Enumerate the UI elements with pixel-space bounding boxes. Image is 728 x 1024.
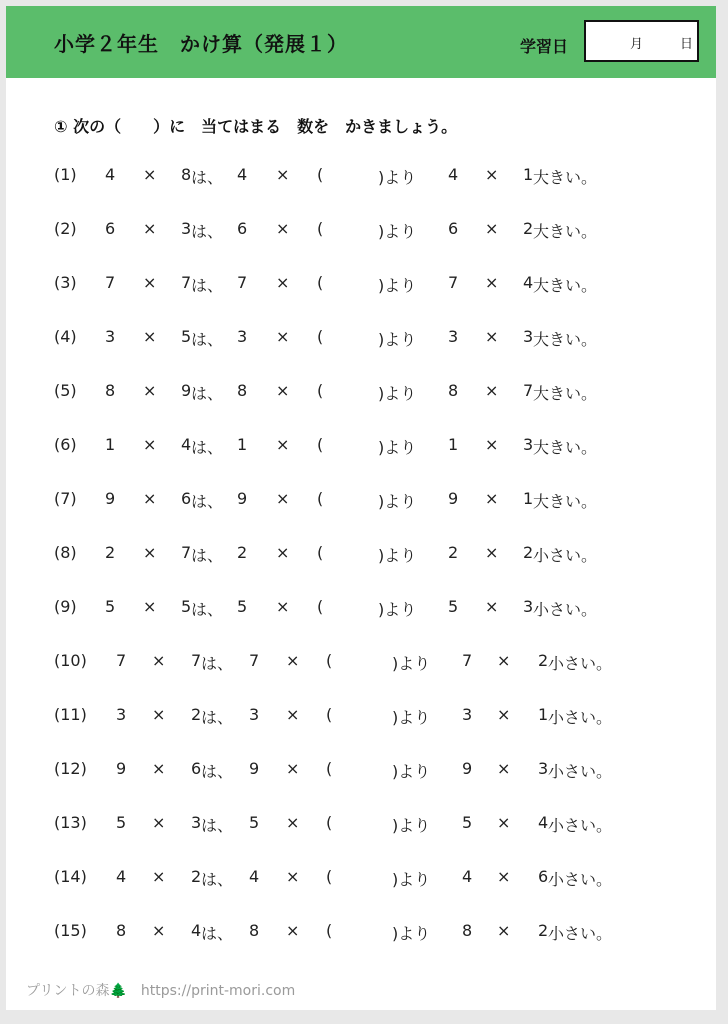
problem-row — [6, 539, 716, 567]
times-sign: × — [143, 489, 157, 508]
comparison-text: 大きい。 — [533, 384, 598, 403]
answer-blank-open[interactable]: ( — [317, 435, 324, 454]
answer-blank-close: )より — [378, 600, 417, 619]
times-sign: × — [152, 705, 166, 724]
times-sign: × — [152, 759, 166, 778]
wa-particle: は、 — [191, 222, 224, 241]
answer-blank-open[interactable]: ( — [317, 489, 324, 508]
multiplicand: 7 — [105, 273, 116, 292]
times-sign: × — [485, 327, 499, 346]
answer-blank-close: )より — [378, 438, 417, 457]
difference-multiplier: 3 — [538, 759, 549, 778]
problem-number: (14) — [54, 867, 87, 886]
multiplier: 8 — [181, 165, 192, 184]
difference-multiplicand: 3 — [462, 705, 473, 724]
wa-particle: は、 — [201, 816, 234, 835]
problem-row — [6, 809, 716, 837]
multiplicand-repeat: 6 — [237, 219, 248, 238]
times-sign: × — [143, 435, 157, 454]
difference-multiplier: 1 — [523, 489, 534, 508]
answer-blank-open[interactable]: ( — [326, 867, 333, 886]
difference-multiplier: 1 — [538, 705, 549, 724]
comparison-text: 大きい。 — [533, 168, 598, 187]
multiplicand-repeat: 3 — [249, 705, 260, 724]
comparison-text: 大きい。 — [533, 438, 598, 457]
answer-blank-open[interactable]: ( — [317, 219, 324, 238]
problem-row — [6, 431, 716, 459]
multiplier: 4 — [191, 921, 202, 940]
problem-number: (12) — [54, 759, 87, 778]
multiplicand: 9 — [105, 489, 116, 508]
multiplicand-repeat: 8 — [237, 381, 248, 400]
answer-blank-close: )より — [392, 816, 431, 835]
times-sign: × — [276, 381, 290, 400]
problem-row — [6, 755, 716, 783]
times-sign: × — [143, 381, 157, 400]
problem-row — [6, 269, 716, 297]
problem-row — [6, 701, 716, 729]
times-sign: × — [497, 921, 511, 940]
times-sign: × — [143, 597, 157, 616]
problem-row — [6, 161, 716, 189]
problem-number: (8) — [54, 543, 77, 562]
times-sign: × — [286, 813, 300, 832]
times-sign: × — [485, 543, 499, 562]
comparison-text: 小さい。 — [548, 762, 613, 781]
difference-multiplier: 2 — [538, 921, 549, 940]
comparison-text: 小さい。 — [548, 924, 613, 943]
multiplier: 9 — [181, 381, 192, 400]
answer-blank-open[interactable]: ( — [317, 543, 324, 562]
multiplicand: 4 — [116, 867, 127, 886]
times-sign: × — [286, 867, 300, 886]
problem-number: (10) — [54, 651, 87, 670]
times-sign: × — [276, 273, 290, 292]
instruction-text: ① 次の（ ）に 当てはまる 数を かきましょう。 — [54, 117, 458, 136]
times-sign: × — [276, 219, 290, 238]
answer-blank-close: )より — [392, 708, 431, 727]
times-sign: × — [485, 381, 499, 400]
tree-icon: 🌲 — [109, 983, 127, 999]
comparison-text: 大きい。 — [533, 330, 598, 349]
difference-multiplier: 4 — [523, 273, 534, 292]
times-sign: × — [143, 219, 157, 238]
answer-blank-close: )より — [378, 492, 417, 511]
multiplicand-repeat: 5 — [237, 597, 248, 616]
times-sign: × — [276, 435, 290, 454]
difference-multiplicand: 4 — [448, 165, 459, 184]
multiplicand: 5 — [116, 813, 127, 832]
answer-blank-open[interactable]: ( — [326, 651, 333, 670]
difference-multiplicand: 4 — [462, 867, 473, 886]
answer-blank-close: )より — [378, 222, 417, 241]
month-label: 月 — [630, 37, 644, 52]
times-sign: × — [152, 867, 166, 886]
comparison-text: 小さい。 — [548, 708, 613, 727]
answer-blank-open[interactable]: ( — [317, 327, 324, 346]
problem-number: (2) — [54, 219, 77, 238]
difference-multiplier: 3 — [523, 597, 534, 616]
wa-particle: は、 — [191, 276, 224, 295]
problem-row — [6, 485, 716, 513]
problem-number: (6) — [54, 435, 77, 454]
problem-row — [6, 863, 716, 891]
times-sign: × — [152, 921, 166, 940]
comparison-text: 小さい。 — [533, 546, 598, 565]
footer — [26, 980, 295, 1000]
problem-number: (5) — [54, 381, 77, 400]
day-label: 日 — [680, 37, 694, 52]
multiplicand: 1 — [105, 435, 116, 454]
problem-number: (4) — [54, 327, 77, 346]
problem-row — [6, 215, 716, 243]
multiplicand-repeat: 3 — [237, 327, 248, 346]
times-sign: × — [286, 921, 300, 940]
wa-particle: は、 — [201, 870, 234, 889]
wa-particle: は、 — [191, 492, 224, 511]
footer-brand: プリントの森 — [26, 983, 110, 999]
comparison-text: 小さい。 — [548, 816, 613, 835]
times-sign: × — [276, 597, 290, 616]
wa-particle: は、 — [191, 546, 224, 565]
times-sign: × — [143, 273, 157, 292]
times-sign: × — [497, 813, 511, 832]
multiplicand-repeat: 1 — [237, 435, 248, 454]
comparison-text: 小さい。 — [548, 870, 613, 889]
times-sign: × — [497, 705, 511, 724]
answer-blank-close: )より — [378, 168, 417, 187]
wa-particle: は、 — [201, 654, 234, 673]
wa-particle: は、 — [191, 384, 224, 403]
difference-multiplier: 6 — [538, 867, 549, 886]
times-sign: × — [143, 327, 157, 346]
multiplicand-repeat: 7 — [249, 651, 260, 670]
times-sign: × — [485, 489, 499, 508]
difference-multiplier: 3 — [523, 435, 534, 454]
multiplicand-repeat: 2 — [237, 543, 248, 562]
multiplicand: 6 — [105, 219, 116, 238]
difference-multiplicand: 2 — [448, 543, 459, 562]
difference-multiplier: 2 — [523, 219, 534, 238]
worksheet-title: 小学２年生 かけ算（発展１） — [54, 32, 348, 56]
wa-particle: は、 — [191, 438, 224, 457]
wa-particle: は、 — [191, 168, 224, 187]
times-sign: × — [276, 165, 290, 184]
wa-particle: は、 — [201, 762, 234, 781]
multiplier: 2 — [191, 867, 202, 886]
comparison-text: 小さい。 — [533, 600, 598, 619]
answer-blank-close: )より — [392, 870, 431, 889]
multiplicand-repeat: 9 — [249, 759, 260, 778]
comparison-text: 大きい。 — [533, 276, 598, 295]
study-date-box[interactable] — [584, 20, 699, 62]
multiplicand-repeat: 9 — [237, 489, 248, 508]
problem-row — [6, 647, 716, 675]
times-sign: × — [143, 165, 157, 184]
multiplicand: 5 — [105, 597, 116, 616]
times-sign: × — [497, 867, 511, 886]
answer-blank-close: )より — [392, 924, 431, 943]
difference-multiplicand: 5 — [448, 597, 459, 616]
multiplier: 5 — [181, 327, 192, 346]
wa-particle: は、 — [191, 600, 224, 619]
problem-number: (1) — [54, 165, 77, 184]
times-sign: × — [485, 597, 499, 616]
comparison-text: 大きい。 — [533, 492, 598, 511]
multiplicand: 2 — [105, 543, 116, 562]
answer-blank-open[interactable]: ( — [317, 273, 324, 292]
multiplicand-repeat: 5 — [249, 813, 260, 832]
times-sign: × — [152, 813, 166, 832]
problem-row — [6, 917, 716, 945]
problem-row — [6, 377, 716, 405]
times-sign: × — [485, 435, 499, 454]
problem-number: (13) — [54, 813, 87, 832]
wa-particle: は、 — [201, 924, 234, 943]
multiplier: 2 — [191, 705, 202, 724]
comparison-text: 大きい。 — [533, 222, 598, 241]
multiplier: 3 — [191, 813, 202, 832]
problem-number: (15) — [54, 921, 87, 940]
times-sign: × — [276, 543, 290, 562]
multiplicand: 8 — [116, 921, 127, 940]
difference-multiplicand: 6 — [448, 219, 459, 238]
answer-blank-close: )より — [392, 762, 431, 781]
difference-multiplier: 1 — [523, 165, 534, 184]
wa-particle: は、 — [201, 708, 234, 727]
multiplicand: 9 — [116, 759, 127, 778]
times-sign: × — [143, 543, 157, 562]
answer-blank-open[interactable]: ( — [326, 705, 333, 724]
multiplicand: 3 — [116, 705, 127, 724]
answer-blank-open[interactable]: ( — [317, 381, 324, 400]
problem-number: (11) — [54, 705, 87, 724]
multiplier: 3 — [181, 219, 192, 238]
multiplier: 6 — [181, 489, 192, 508]
study-date-label: 学習日 — [520, 37, 569, 56]
multiplier: 6 — [191, 759, 202, 778]
difference-multiplicand: 1 — [448, 435, 459, 454]
times-sign: × — [485, 219, 499, 238]
answer-blank-close: )より — [378, 546, 417, 565]
difference-multiplicand: 7 — [448, 273, 459, 292]
difference-multiplicand: 5 — [462, 813, 473, 832]
times-sign: × — [497, 651, 511, 670]
multiplicand: 7 — [116, 651, 127, 670]
problem-row — [6, 323, 716, 351]
answer-blank-close: )より — [378, 276, 417, 295]
times-sign: × — [276, 327, 290, 346]
difference-multiplier: 2 — [523, 543, 534, 562]
multiplier: 7 — [181, 273, 192, 292]
times-sign: × — [485, 165, 499, 184]
answer-blank-open[interactable]: ( — [326, 813, 333, 832]
multiplicand: 4 — [105, 165, 116, 184]
answer-blank-close: )より — [378, 330, 417, 349]
problem-number: (9) — [54, 597, 77, 616]
multiplicand: 3 — [105, 327, 116, 346]
difference-multiplier: 2 — [538, 651, 549, 670]
answer-blank-open[interactable]: ( — [317, 597, 324, 616]
worksheet — [6, 6, 716, 1010]
multiplicand: 8 — [105, 381, 116, 400]
answer-blank-close: )より — [392, 654, 431, 673]
difference-multiplier: 7 — [523, 381, 534, 400]
difference-multiplier: 4 — [538, 813, 549, 832]
problem-number: (3) — [54, 273, 77, 292]
multiplier: 5 — [181, 597, 192, 616]
multiplicand-repeat: 7 — [237, 273, 248, 292]
multiplier: 7 — [191, 651, 202, 670]
comparison-text: 小さい。 — [548, 654, 613, 673]
problem-number: (7) — [54, 489, 77, 508]
multiplier: 4 — [181, 435, 192, 454]
times-sign: × — [286, 651, 300, 670]
times-sign: × — [286, 759, 300, 778]
times-sign: × — [286, 705, 300, 724]
problem-row — [6, 593, 716, 621]
multiplicand-repeat: 4 — [237, 165, 248, 184]
difference-multiplicand: 8 — [448, 381, 459, 400]
answer-blank-close: )より — [378, 384, 417, 403]
times-sign: × — [497, 759, 511, 778]
difference-multiplicand: 8 — [462, 921, 473, 940]
answer-blank-open[interactable]: ( — [317, 165, 324, 184]
multiplicand-repeat: 4 — [249, 867, 260, 886]
difference-multiplicand: 7 — [462, 651, 473, 670]
difference-multiplicand: 3 — [448, 327, 459, 346]
footer-url[interactable]: https://print-mori.com — [140, 983, 296, 999]
times-sign: × — [276, 489, 290, 508]
answer-blank-open[interactable]: ( — [326, 921, 333, 940]
difference-multiplier: 3 — [523, 327, 534, 346]
multiplier: 7 — [181, 543, 192, 562]
times-sign: × — [485, 273, 499, 292]
wa-particle: は、 — [191, 330, 224, 349]
times-sign: × — [152, 651, 166, 670]
multiplicand-repeat: 8 — [249, 921, 260, 940]
header-bar — [6, 6, 716, 78]
answer-blank-open[interactable]: ( — [326, 759, 333, 778]
difference-multiplicand: 9 — [462, 759, 473, 778]
difference-multiplicand: 9 — [448, 489, 459, 508]
